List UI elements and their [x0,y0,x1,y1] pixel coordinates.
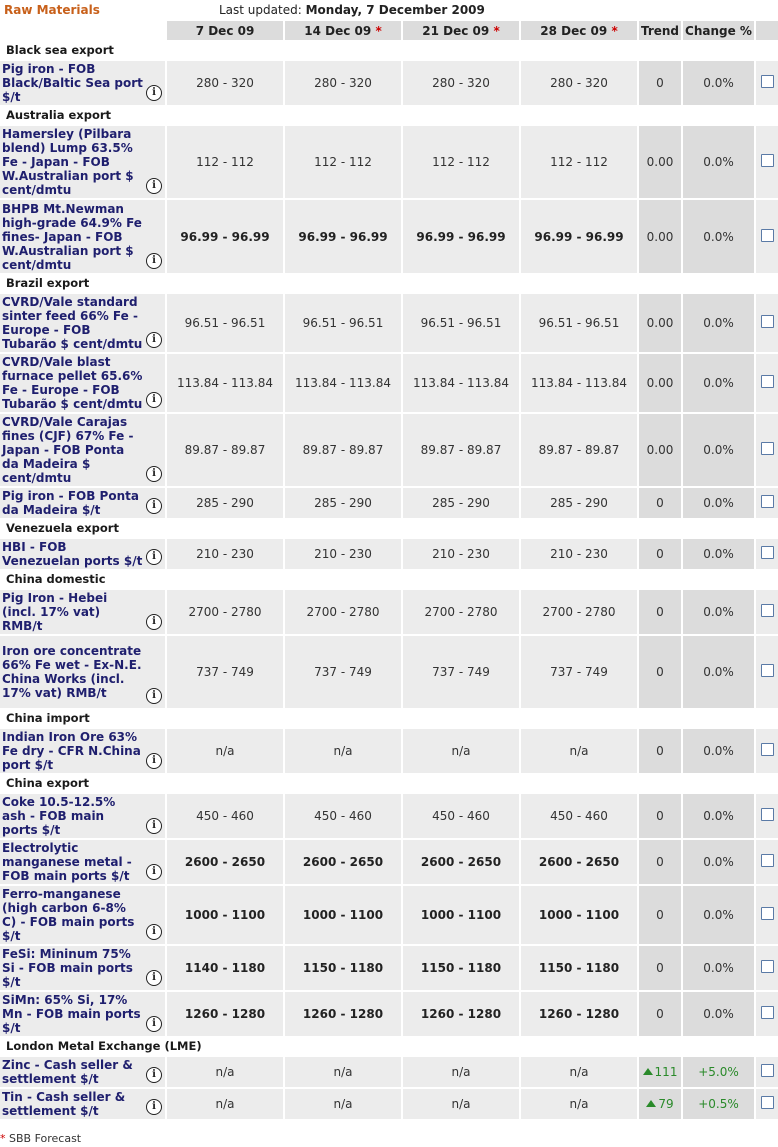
change-cell: +5.0% [682,1056,755,1088]
table-row [0,199,778,273]
change-cell: 0.0% [682,538,755,569]
price-cell: 737 - 749 [520,635,638,708]
price-cell: 112 - 112 [520,125,638,199]
select-cell [755,199,778,273]
price-cell: 737 - 749 [284,635,402,708]
product-name-label[interactable]: Ferro-manganese (high carbon 6-8% C) - FOB main ports $/t [2,887,135,943]
header-blank [0,21,166,40]
info-icon[interactable]: i [146,924,162,940]
table-row [0,885,778,945]
change-cell: +0.5% [682,1088,755,1119]
select-cell [755,413,778,487]
trend-cell [638,538,682,569]
product-name-label[interactable]: FeSi: Mininum 75% Si - FOB main ports $/t [2,947,133,989]
price-cell: 2700 - 2780 [402,589,520,635]
trend-value: 0 [656,665,664,679]
select-checkbox[interactable] [761,495,774,508]
price-cell: 450 - 460 [520,793,638,839]
col-header-3: 21 Dec 09 * [402,21,520,40]
trend-value: 0 [656,855,664,869]
change-cell: 0.0% [682,60,755,105]
price-cell: 1000 - 1100 [402,885,520,945]
trend-cell [638,353,682,413]
price-cell: 210 - 230 [520,538,638,569]
select-cell [755,353,778,413]
price-cell: n/a [166,1056,284,1088]
select-cell [755,538,778,569]
product-name[interactable] [0,538,166,569]
price-cell: 89.87 - 89.87 [520,413,638,487]
trend-value: 0.00 [646,443,674,457]
trend-cell [638,125,682,199]
info-icon[interactable]: i [146,253,162,269]
section-header [0,708,778,728]
trend-cell [638,413,682,487]
trend-cell [638,945,682,991]
product-name-label[interactable]: Iron ore concentrate 66% Fe wet - Ex-N.E. China Works (incl. 17% vat) RMB/t [2,644,142,700]
product-name[interactable] [0,1088,166,1119]
price-cell: 2600 - 2650 [284,839,402,885]
product-name[interactable] [0,635,166,708]
product-name[interactable] [0,125,166,199]
price-cell: 285 - 290 [402,487,520,518]
price-cell: n/a [520,1056,638,1088]
price-cell: n/a [284,728,402,773]
price-cell: 210 - 230 [284,538,402,569]
product-name-label[interactable]: Zinc - Cash seller & settlement $/t [2,1058,133,1086]
section-title: Australia export [0,105,778,125]
change-cell: 0.0% [682,991,755,1036]
product-name-label[interactable]: CVRD/Vale Carajas fines (CJF) 67% Fe - Japan - FOB Ponta da Madeira $ cent/dmtu [2,415,134,485]
price-cell: 113.84 - 113.84 [520,353,638,413]
price-cell: n/a [284,1056,402,1088]
info-icon[interactable]: i [146,818,162,834]
trend-up-arrow-icon [646,1100,656,1107]
price-cell: 285 - 290 [284,487,402,518]
price-cell: 450 - 460 [166,793,284,839]
trend-cell [638,728,682,773]
price-cell: 2600 - 2650 [166,839,284,885]
table-row [0,413,778,487]
select-checkbox[interactable] [761,1006,774,1019]
select-cell [755,839,778,885]
top-bar [0,0,778,20]
product-name[interactable] [0,589,166,635]
trend-cell [638,885,682,945]
change-cell: 0.0% [682,589,755,635]
select-cell [755,793,778,839]
table-row [0,487,778,518]
section-title: China export [0,773,778,793]
trend-value: 0.00 [646,316,674,330]
trend-cell [638,839,682,885]
price-cell: 2600 - 2650 [402,839,520,885]
price-cell: 1260 - 1280 [166,991,284,1036]
price-cell: 280 - 320 [520,60,638,105]
price-cell: 1150 - 1180 [402,945,520,991]
select-checkbox[interactable] [761,442,774,455]
price-table [0,21,778,1119]
info-icon[interactable]: i [146,864,162,880]
select-checkbox[interactable] [761,154,774,167]
product-name[interactable] [0,728,166,773]
trend-cell [638,793,682,839]
product-name-label[interactable]: Coke 10.5-12.5% ash - FOB main ports $/t [2,795,116,837]
price-cell: 2700 - 2780 [166,589,284,635]
table-row [0,1088,778,1119]
info-icon[interactable]: i [146,466,162,482]
select-cell [755,293,778,353]
price-cell: 280 - 320 [402,60,520,105]
trend-value: 0 [656,605,664,619]
change-cell: 0.0% [682,487,755,518]
change-cell: 0.0% [682,413,755,487]
price-cell: 1150 - 1180 [284,945,402,991]
info-icon[interactable]: i [146,970,162,986]
price-cell: 210 - 230 [166,538,284,569]
product-name-label[interactable]: Indian Iron Ore 63% Fe dry - CFR N.China port $/t [2,730,141,772]
product-name[interactable] [0,60,166,105]
select-checkbox[interactable] [761,604,774,617]
section-title: London Metal Exchange (LME) [0,1036,778,1056]
table-row [0,589,778,635]
section-header [0,773,778,793]
info-icon[interactable]: i [146,332,162,348]
section-title: Black sea export [0,40,778,60]
product-name[interactable] [0,413,166,487]
product-name-label[interactable]: SiMn: 65% Si, 17% Mn - FOB main ports $/t [2,993,141,1035]
select-checkbox[interactable] [761,315,774,328]
last-updated-date: Monday, 7 December 2009 [305,3,485,17]
col-header-2: 14 Dec 09 * [284,21,402,40]
select-checkbox[interactable] [761,960,774,973]
table-row [0,728,778,773]
price-cell: 96.51 - 96.51 [284,293,402,353]
price-cell: 113.84 - 113.84 [166,353,284,413]
table-row [0,293,778,353]
info-icon[interactable]: i [146,549,162,565]
product-name-label[interactable]: Pig Iron - Hebei (incl. 17% vat) RMB/t [2,591,108,633]
table-row [0,839,778,885]
trend-value: 111 [654,1065,678,1079]
select-cell [755,635,778,708]
trend-value: 0.00 [646,155,674,169]
change-cell: 0.0% [682,293,755,353]
change-cell: 0.0% [682,839,755,885]
table-row [0,353,778,413]
info-icon[interactable]: i [146,1099,162,1115]
price-cell: 1260 - 1280 [402,991,520,1036]
info-icon[interactable]: i [146,85,162,101]
price-cell: 1140 - 1180 [166,945,284,991]
price-cell: 285 - 290 [520,487,638,518]
trend-value: 0.00 [646,229,674,244]
price-cell: 96.99 - 96.99 [402,199,520,273]
product-name-label[interactable]: Hamersley (Pilbara blend) Lump 63.5% Fe - Japan - FOB W.Australian port $ cent/dmtu [2,127,134,197]
price-cell: 96.99 - 96.99 [520,199,638,273]
info-icon[interactable]: i [146,392,162,408]
select-cell [755,589,778,635]
product-name[interactable] [0,199,166,273]
price-cell: n/a [520,728,638,773]
change-cell: 0.0% [682,885,755,945]
price-cell: 89.87 - 89.87 [402,413,520,487]
trend-cell [638,1088,682,1119]
price-cell: n/a [166,1088,284,1119]
trend-value: 0 [656,744,664,758]
info-icon[interactable]: i [146,1016,162,1032]
product-name-label[interactable]: HBI - FOB Venezuelan ports $/t [2,540,143,568]
change-cell: 0.0% [682,353,755,413]
section-title: Brazil export [0,273,778,293]
product-name[interactable] [0,353,166,413]
trend-up-arrow-icon [643,1068,653,1075]
trend-cell [638,199,682,273]
info-icon[interactable]: i [146,614,162,630]
select-checkbox[interactable] [761,907,774,920]
trend-cell [638,589,682,635]
header-row [0,21,778,40]
section-header [0,273,778,293]
price-cell: 737 - 749 [166,635,284,708]
price-cell: n/a [402,1056,520,1088]
trend-value: 0 [656,547,664,561]
product-name[interactable] [0,793,166,839]
select-cell [755,991,778,1036]
select-cell [755,1088,778,1119]
product-name-label[interactable]: Tin - Cash seller & settlement $/t [2,1090,126,1118]
price-cell: 96.99 - 96.99 [166,199,284,273]
price-cell: 2600 - 2650 [520,839,638,885]
trend-cell [638,293,682,353]
change-cell: 0.0% [682,125,755,199]
price-cell: 1000 - 1100 [520,885,638,945]
price-cell: 2700 - 2780 [520,589,638,635]
section-header [0,105,778,125]
price-cell: n/a [402,728,520,773]
price-cell: n/a [166,728,284,773]
trend-cell [638,60,682,105]
change-cell: 0.0% [682,793,755,839]
change-cell: 0.0% [682,945,755,991]
table-row [0,793,778,839]
price-cell: 1150 - 1180 [520,945,638,991]
product-name-label[interactable]: Pig iron - FOB Black/Baltic Sea port $/t [2,62,143,104]
info-icon[interactable]: i [146,498,162,514]
product-name-label[interactable]: CVRD/Vale standard sinter feed 66% Fe - Europe - FOB Tubarão $ cent/dmtu [2,295,143,351]
trend-value: 79 [658,1097,674,1111]
select-checkbox[interactable] [761,375,774,388]
section-header [0,40,778,60]
price-cell: 112 - 112 [166,125,284,199]
price-cell: 96.99 - 96.99 [284,199,402,273]
footnote [0,1132,81,1145]
select-checkbox[interactable] [761,854,774,867]
info-icon[interactable]: i [146,753,162,769]
price-cell: n/a [284,1088,402,1119]
section-title: Venezuela export [0,518,778,538]
select-cell [755,728,778,773]
change-cell: 0.0% [682,199,755,273]
last-updated-label: Last updated: [219,3,302,17]
select-checkbox[interactable] [761,546,774,559]
product-name-label[interactable]: CVRD/Vale blast furnace pellet 65.6% Fe - Europe - FOB Tubarão $ cent/dmtu [2,355,143,411]
info-icon[interactable]: i [146,178,162,194]
change-cell: 0.0% [682,728,755,773]
price-cell: 737 - 749 [402,635,520,708]
table-row [0,125,778,199]
select-cell [755,945,778,991]
price-cell: 96.51 - 96.51 [166,293,284,353]
trend-value: 0 [656,961,664,975]
section-header [0,518,778,538]
price-cell: 450 - 460 [284,793,402,839]
product-name-label[interactable]: BHPB Mt.Newman high-grade 64.9% Fe fines- Japan - FOB W.Australian port $ cent/dmtu [2,201,142,272]
select-cell [755,1056,778,1088]
product-name-label[interactable]: Electrolytic manganese metal - FOB main ports $/t [2,841,132,883]
trend-cell [638,1056,682,1088]
select-cell [755,885,778,945]
price-cell: 96.51 - 96.51 [402,293,520,353]
price-cell: 2700 - 2780 [284,589,402,635]
table-row [0,538,778,569]
footnote-text: SBB Forecast [9,1132,82,1145]
table-row [0,945,778,991]
trend-value: 0 [656,809,664,823]
select-cell [755,487,778,518]
product-name-label[interactable]: Pig iron - FOB Ponta da Madeira $/t [2,489,139,517]
trend-value: 0 [656,1007,664,1021]
price-cell: 112 - 112 [284,125,402,199]
col-header-4: 28 Dec 09 * [520,21,638,40]
info-icon[interactable]: i [146,688,162,704]
col-header-1: 7 Dec 09 [166,21,284,40]
price-cell: 1000 - 1100 [284,885,402,945]
last-updated [219,3,485,17]
price-cell: 1000 - 1100 [166,885,284,945]
price-cell: 210 - 230 [402,538,520,569]
trend-cell [638,991,682,1036]
select-cell [755,60,778,105]
select-checkbox[interactable] [761,75,774,88]
page-title: Raw Materials [4,3,100,17]
select-checkbox[interactable] [761,1096,774,1109]
select-checkbox[interactable] [761,808,774,821]
price-cell: 280 - 320 [166,60,284,105]
product-name[interactable] [0,487,166,518]
product-name[interactable] [0,991,166,1036]
select-checkbox[interactable] [761,743,774,756]
section-title: China domestic [0,569,778,589]
trend-value: 0 [656,496,664,510]
price-cell: 113.84 - 113.84 [284,353,402,413]
product-name[interactable] [0,1056,166,1088]
price-cell: 113.84 - 113.84 [402,353,520,413]
select-checkbox[interactable] [761,664,774,677]
col-header-select [755,21,778,40]
table-row [0,991,778,1036]
select-cell [755,125,778,199]
price-cell: 285 - 290 [166,487,284,518]
product-name[interactable] [0,839,166,885]
product-name[interactable] [0,945,166,991]
table-row [0,635,778,708]
price-cell: 280 - 320 [284,60,402,105]
col-header-trend: Trend [638,21,682,40]
price-cell: n/a [402,1088,520,1119]
price-cell: 1260 - 1280 [520,991,638,1036]
table-row [0,60,778,105]
trend-value: 0 [656,908,664,922]
select-checkbox[interactable] [761,229,774,242]
price-cell: 96.51 - 96.51 [520,293,638,353]
table-row [0,1056,778,1088]
section-header [0,569,778,589]
footnote-asterisk: * [0,1132,6,1145]
select-checkbox[interactable] [761,1064,774,1077]
price-cell: 112 - 112 [402,125,520,199]
table-body [0,40,778,1119]
price-cell: n/a [520,1088,638,1119]
price-cell: 89.87 - 89.87 [284,413,402,487]
price-cell: 1260 - 1280 [284,991,402,1036]
trend-value: 0 [656,76,664,90]
price-cell: 450 - 460 [402,793,520,839]
trend-cell [638,635,682,708]
trend-value: 0.00 [646,376,674,390]
trend-cell [638,487,682,518]
price-cell: 89.87 - 89.87 [166,413,284,487]
info-icon[interactable]: i [146,1067,162,1083]
product-name[interactable] [0,293,166,353]
col-header-change: Change % [682,21,755,40]
section-title: China import [0,708,778,728]
change-cell: 0.0% [682,635,755,708]
product-name[interactable] [0,885,166,945]
section-header [0,1036,778,1056]
